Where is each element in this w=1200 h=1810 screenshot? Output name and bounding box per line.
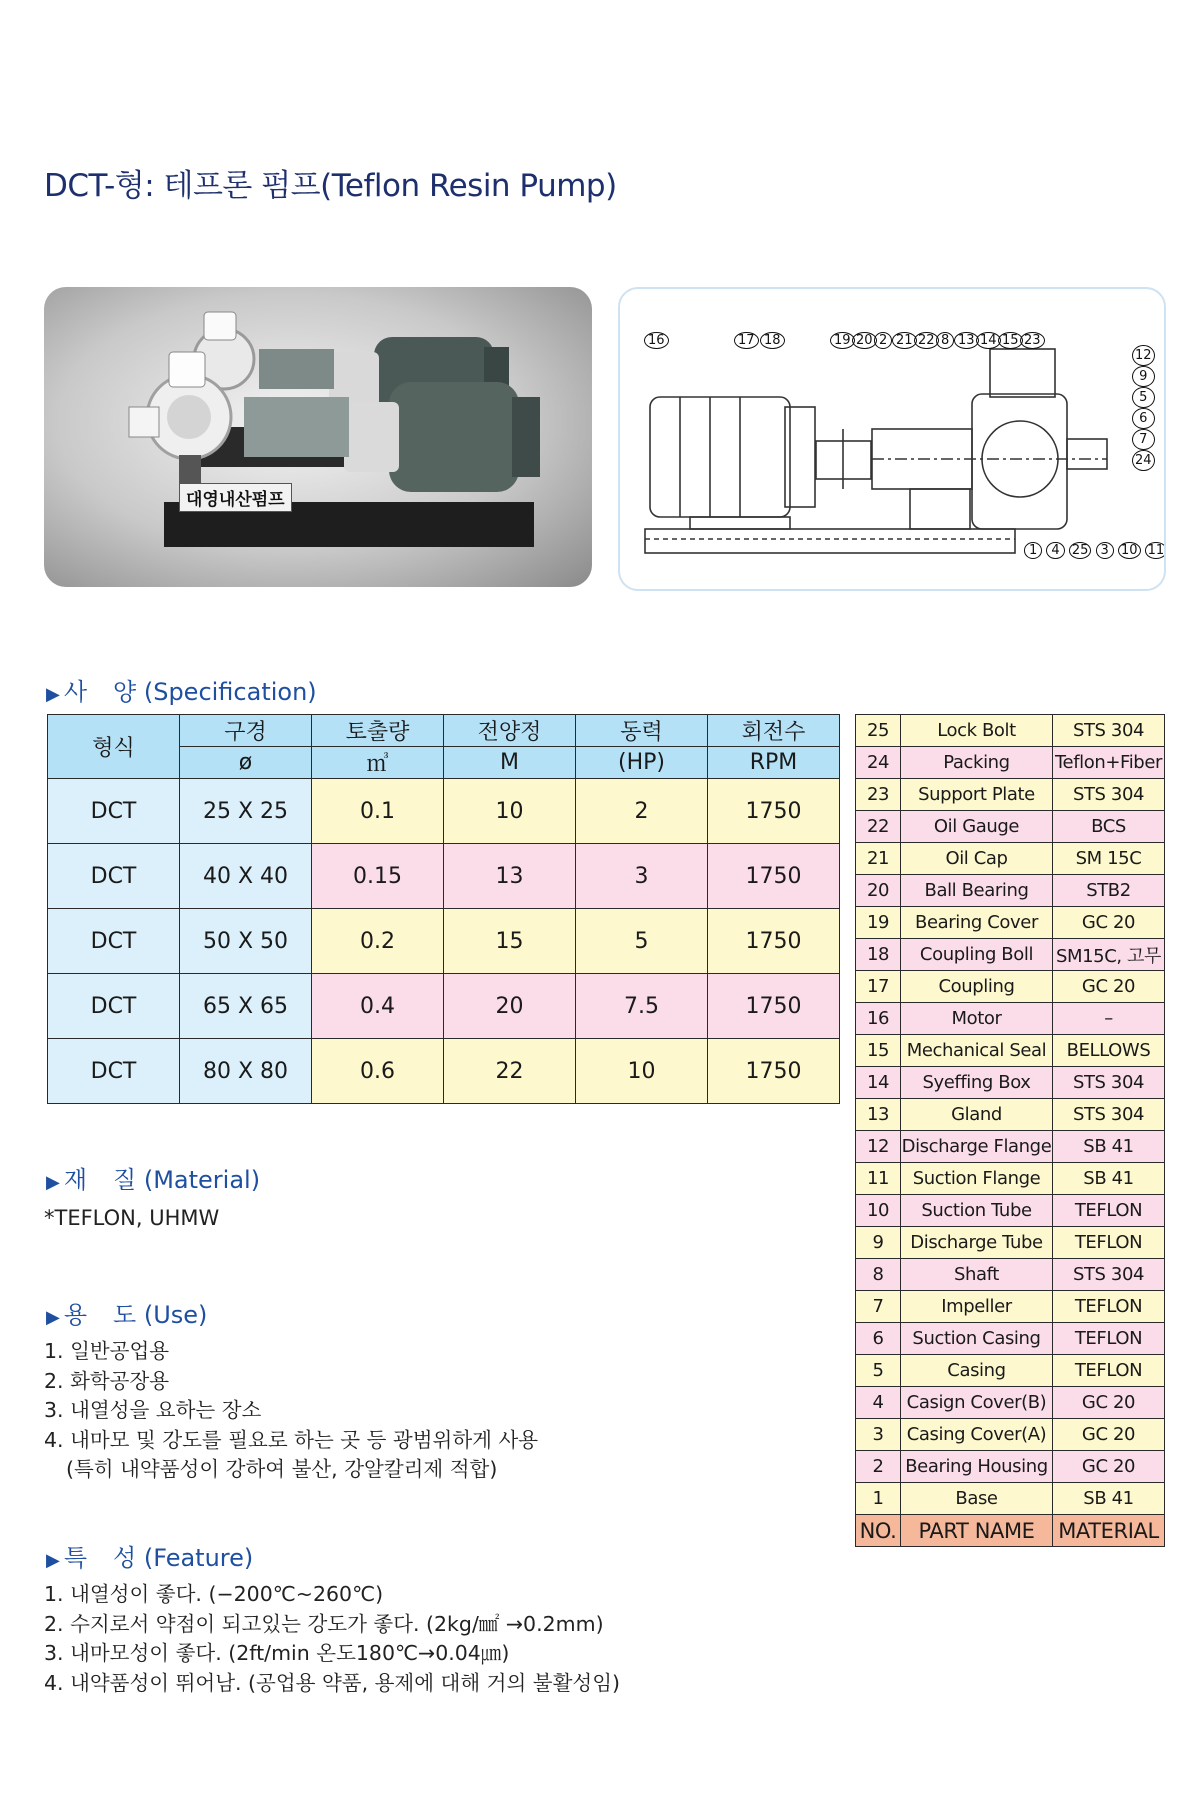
- part-no: 16: [856, 1003, 901, 1035]
- part-no: 3: [856, 1419, 901, 1451]
- triangle-bullet-icon: ▶: [46, 684, 60, 705]
- table-row: [48, 844, 840, 909]
- cell-capacity: 0.1: [312, 779, 444, 844]
- parts-row: [856, 1291, 1165, 1323]
- part-no: 24: [856, 747, 901, 779]
- part-name: Impeller: [901, 1291, 1053, 1323]
- part-no: 5: [856, 1355, 901, 1387]
- header-power: 동력: [576, 715, 708, 747]
- part-no: 22: [856, 811, 901, 843]
- part-name: Coupling: [901, 971, 1053, 1003]
- part-name: Suction Flange: [901, 1163, 1053, 1195]
- part-material: SB 41: [1053, 1131, 1165, 1163]
- part-material: BELLOWS: [1053, 1035, 1165, 1067]
- parts-row: [856, 1483, 1165, 1515]
- callout-8: 8: [936, 332, 954, 349]
- list-item: 3. 내열성을 요하는 장소: [44, 1398, 262, 1422]
- part-no: 21: [856, 843, 901, 875]
- part-name: Casing Cover(A): [901, 1419, 1053, 1451]
- triangle-bullet-icon: ▶: [46, 1550, 60, 1571]
- part-no: 18: [856, 939, 901, 971]
- unit-capacity: ㎥: [312, 747, 444, 779]
- part-name: Discharge Flange: [901, 1131, 1053, 1163]
- part-material: BCS: [1053, 811, 1165, 843]
- unit-power: (HP): [576, 747, 708, 779]
- section-heading-tail: 성 (Feature): [113, 1544, 254, 1572]
- pump-cross-section-diagram: [618, 287, 1166, 591]
- section-heading-feature: [46, 1538, 253, 1573]
- parts-row: [856, 1163, 1165, 1195]
- list-item: 2. 수지로서 약점이 되고있는 강도가 좋다. (2kg/㎟ →0.2mm): [44, 1611, 604, 1636]
- parts-row: [856, 1003, 1165, 1035]
- cell-model: DCT: [48, 1039, 180, 1104]
- part-material: GC 20: [1053, 907, 1165, 939]
- parts-row: [856, 715, 1165, 747]
- cell-model: DCT: [48, 974, 180, 1039]
- cell-capacity: 0.6: [312, 1039, 444, 1104]
- header-head: 전양정: [444, 715, 576, 747]
- callout-9: 9: [1132, 366, 1155, 387]
- callout-1: 1: [1024, 542, 1042, 559]
- part-name: Packing: [901, 747, 1053, 779]
- header-rpm: 회전수: [708, 715, 840, 747]
- cell-head: 22: [444, 1039, 576, 1104]
- part-name: Oil Cap: [901, 843, 1053, 875]
- parts-row: [856, 1451, 1165, 1483]
- callout-10: 10: [1118, 542, 1141, 559]
- unit-head: M: [444, 747, 576, 779]
- header-capacity: 토출량: [312, 715, 444, 747]
- part-no: 25: [856, 715, 901, 747]
- part-name: Oil Gauge: [901, 811, 1053, 843]
- cell-power: 10: [576, 1039, 708, 1104]
- cell-model: DCT: [48, 779, 180, 844]
- callout-15: 15: [998, 332, 1023, 349]
- parts-row: [856, 971, 1165, 1003]
- feature-list: [44, 1580, 620, 1698]
- part-no: 7: [856, 1291, 901, 1323]
- callout-3: 3: [1096, 542, 1114, 559]
- part-no: 9: [856, 1227, 901, 1259]
- header-model: 형식: [48, 715, 180, 779]
- cell-power: 7.5: [576, 974, 708, 1039]
- part-material: STS 304: [1053, 779, 1165, 811]
- section-heading-head: 특: [63, 1544, 88, 1572]
- part-name: Syeffing Box: [901, 1067, 1053, 1099]
- parts-row: [856, 1419, 1165, 1451]
- part-material: STS 304: [1053, 1067, 1165, 1099]
- material-text: *TEFLON, UHMW: [44, 1206, 220, 1230]
- cell-rpm: 1750: [708, 974, 840, 1039]
- callout-7: 7: [1132, 429, 1155, 450]
- table-header-row: [48, 715, 840, 747]
- parts-row: [856, 875, 1165, 907]
- part-material: SM 15C: [1053, 843, 1165, 875]
- part-no: 4: [856, 1387, 901, 1419]
- parts-row: [856, 1131, 1165, 1163]
- cell-model: DCT: [48, 909, 180, 974]
- cell-capacity: 0.15: [312, 844, 444, 909]
- parts-material-table: [855, 714, 1165, 1547]
- section-heading-head: 용: [63, 1301, 88, 1329]
- section-heading-head: 사: [63, 678, 88, 706]
- diagram-callouts-right: [1132, 345, 1155, 471]
- callout-12: 12: [1132, 345, 1155, 366]
- part-material: TEFLON: [1053, 1195, 1165, 1227]
- callout-6: 6: [1132, 408, 1155, 429]
- photo-brand-label: 대영내산펌프: [179, 483, 292, 512]
- cell-head: 10: [444, 779, 576, 844]
- callout-13: 13: [954, 332, 979, 349]
- callout-14: 14: [976, 332, 1001, 349]
- callout-22: 22: [914, 332, 939, 349]
- cell-head: 15: [444, 909, 576, 974]
- callout-17: 17: [734, 332, 759, 349]
- cell-rpm: 1750: [708, 844, 840, 909]
- cell-bore: 40 X 40: [180, 844, 312, 909]
- part-material: TEFLON: [1053, 1355, 1165, 1387]
- unit-rpm: RPM: [708, 747, 840, 779]
- cell-power: 3: [576, 844, 708, 909]
- callout-11: 11: [1145, 542, 1166, 559]
- callout-4: 4: [1046, 542, 1064, 559]
- part-no: 19: [856, 907, 901, 939]
- part-material: GC 20: [1053, 971, 1165, 1003]
- part-material: –: [1053, 1003, 1165, 1035]
- part-name: Suction Tube: [901, 1195, 1053, 1227]
- parts-row: [856, 1387, 1165, 1419]
- cell-model: DCT: [48, 844, 180, 909]
- footer-material: MATERIAL: [1053, 1515, 1165, 1547]
- part-no: 15: [856, 1035, 901, 1067]
- cell-head: 13: [444, 844, 576, 909]
- part-material: GC 20: [1053, 1387, 1165, 1419]
- diagram-callouts-bottom: [1024, 543, 1166, 558]
- use-list: [44, 1337, 538, 1485]
- footer-part-name: PART NAME: [901, 1515, 1053, 1547]
- part-no: 11: [856, 1163, 901, 1195]
- cell-head: 20: [444, 974, 576, 1039]
- parts-row: [856, 779, 1165, 811]
- callout-2: 2: [874, 332, 892, 349]
- triangle-bullet-icon: ▶: [46, 1307, 60, 1328]
- callout-23: 23: [1020, 332, 1045, 349]
- section-heading-tail: 도 (Use): [113, 1301, 208, 1329]
- part-material: TEFLON: [1053, 1227, 1165, 1259]
- callout-25: 25: [1069, 542, 1092, 559]
- callout-24: 24: [1132, 450, 1155, 471]
- part-name: Gland: [901, 1099, 1053, 1131]
- table-row: [48, 779, 840, 844]
- part-material: TEFLON: [1053, 1323, 1165, 1355]
- cell-bore: 50 X 50: [180, 909, 312, 974]
- section-heading-tail: 질 (Material): [113, 1166, 261, 1194]
- cell-bore: 65 X 65: [180, 974, 312, 1039]
- pump-photo-illustration: [44, 287, 592, 587]
- part-no: 17: [856, 971, 901, 1003]
- part-no: 23: [856, 779, 901, 811]
- part-no: 14: [856, 1067, 901, 1099]
- unit-bore: ø: [180, 747, 312, 779]
- part-no: 13: [856, 1099, 901, 1131]
- list-item: 2. 화학공장용: [44, 1368, 170, 1393]
- pump-photo: [44, 287, 592, 587]
- part-material: GC 20: [1053, 1419, 1165, 1451]
- part-material: SB 41: [1053, 1163, 1165, 1195]
- part-name: Ball Bearing: [901, 875, 1053, 907]
- part-no: 10: [856, 1195, 901, 1227]
- parts-row: [856, 843, 1165, 875]
- part-name: Suction Casing: [901, 1323, 1053, 1355]
- parts-footer-row: [856, 1515, 1165, 1547]
- part-material: SB 41: [1053, 1483, 1165, 1515]
- parts-row: [856, 1195, 1165, 1227]
- table-row: [48, 909, 840, 974]
- callout-20: 20: [852, 332, 877, 349]
- parts-row: [856, 1259, 1165, 1291]
- part-material: STS 304: [1053, 1099, 1165, 1131]
- part-material: TEFLON: [1053, 1291, 1165, 1323]
- part-no: 12: [856, 1131, 901, 1163]
- cell-power: 5: [576, 909, 708, 974]
- parts-row: [856, 1035, 1165, 1067]
- parts-row: [856, 939, 1165, 971]
- parts-row: [856, 1355, 1165, 1387]
- footer-no: NO.: [856, 1515, 901, 1547]
- callout-18: 18: [760, 332, 785, 349]
- section-heading-head: 재: [63, 1166, 88, 1194]
- parts-row: [856, 811, 1165, 843]
- part-no: 8: [856, 1259, 901, 1291]
- cell-capacity: 0.2: [312, 909, 444, 974]
- part-no: 6: [856, 1323, 901, 1355]
- part-material: STB2: [1053, 875, 1165, 907]
- header-bore: 구경: [180, 715, 312, 747]
- cell-rpm: 1750: [708, 779, 840, 844]
- triangle-bullet-icon: ▶: [46, 1172, 60, 1193]
- parts-row: [856, 1323, 1165, 1355]
- list-item: 1. 일반공업용: [44, 1339, 170, 1363]
- part-name: Bearing Cover: [901, 907, 1053, 939]
- part-name: Bearing Housing: [901, 1451, 1053, 1483]
- parts-row: [856, 1099, 1165, 1131]
- page-title: DCT-형: 테프론 펌프(Teflon Resin Pump): [44, 168, 617, 204]
- part-no: 20: [856, 875, 901, 907]
- part-name: Shaft: [901, 1259, 1053, 1291]
- part-name: Casing: [901, 1355, 1053, 1387]
- list-item: 3. 내마모성이 좋다. (2ft/min 온도180℃→0.04㎛): [44, 1641, 510, 1665]
- part-name: Mechanical Seal: [901, 1035, 1053, 1067]
- table-row: [48, 974, 840, 1039]
- list-item: 4. 내약품성이 뛰어남. (공업용 약품, 용제에 대해 거의 불활성임): [44, 1670, 620, 1695]
- table-row: [48, 1039, 840, 1104]
- parts-row: [856, 1227, 1165, 1259]
- parts-row: [856, 747, 1165, 779]
- cell-rpm: 1750: [708, 909, 840, 974]
- section-heading-tail: 양 (Specification): [113, 678, 317, 706]
- part-material: STS 304: [1053, 715, 1165, 747]
- part-material: SM15C, 고무: [1053, 939, 1165, 971]
- cell-power: 2: [576, 779, 708, 844]
- section-heading-specification: [46, 672, 317, 707]
- part-name: Motor: [901, 1003, 1053, 1035]
- part-name: Casign Cover(B): [901, 1387, 1053, 1419]
- part-material: Teflon+Fiber: [1053, 747, 1165, 779]
- part-material: GC 20: [1053, 1451, 1165, 1483]
- callout-21: 21: [892, 332, 917, 349]
- list-item: 4. 내마모 및 강도를 필요로 하는 곳 등 광범위하게 사용: [44, 1427, 539, 1452]
- section-heading-material: [46, 1160, 260, 1195]
- section-heading-use: [46, 1295, 207, 1330]
- part-name: Base: [901, 1483, 1053, 1515]
- part-name: Discharge Tube: [901, 1227, 1053, 1259]
- part-material: STS 304: [1053, 1259, 1165, 1291]
- callout-19: 19: [830, 332, 855, 349]
- cell-bore: 80 X 80: [180, 1039, 312, 1104]
- cell-bore: 25 X 25: [180, 779, 312, 844]
- callout-5: 5: [1132, 387, 1155, 408]
- part-name: Lock Bolt: [901, 715, 1053, 747]
- cell-rpm: 1750: [708, 1039, 840, 1104]
- part-name: Coupling Boll: [901, 939, 1053, 971]
- parts-row: [856, 1067, 1165, 1099]
- part-no: 1: [856, 1483, 901, 1515]
- specification-table: [47, 714, 840, 1104]
- part-name: Support Plate: [901, 779, 1053, 811]
- list-item: (특히 내약품성이 강하여 불산, 강알칼리제 적합): [66, 1457, 498, 1481]
- list-item: 1. 내열성이 좋다. (−200℃~260℃): [44, 1582, 384, 1606]
- cell-capacity: 0.4: [312, 974, 444, 1039]
- callout-16: 16: [644, 332, 669, 349]
- part-no: 2: [856, 1451, 901, 1483]
- parts-row: [856, 907, 1165, 939]
